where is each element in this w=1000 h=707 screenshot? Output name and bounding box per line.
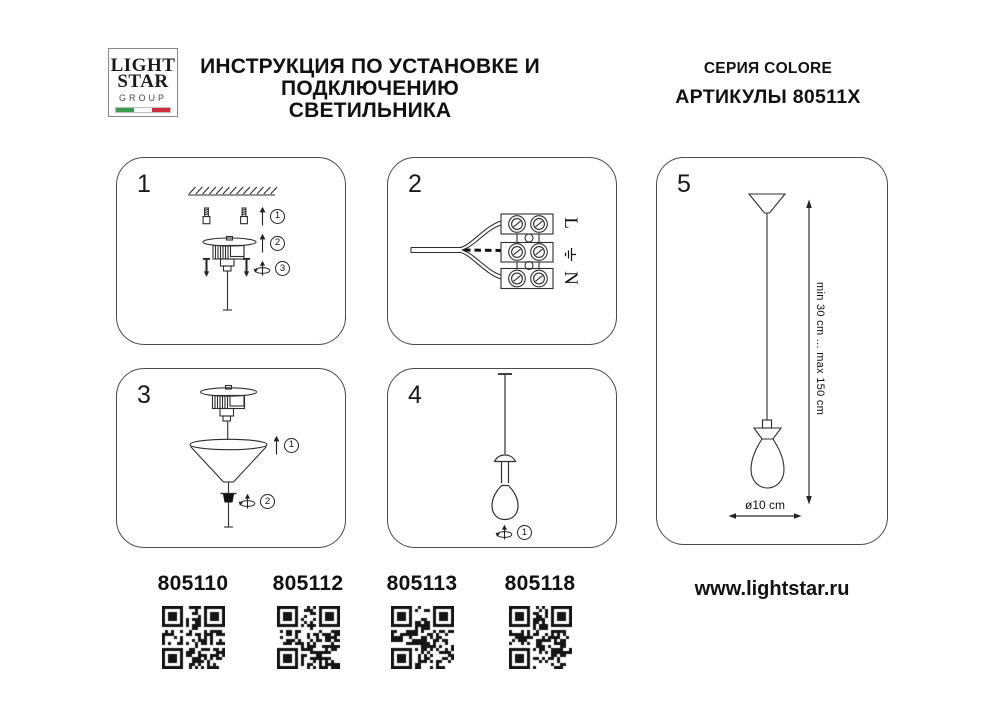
step-marker — [253, 260, 290, 277]
logo-line1: LIGHT — [110, 55, 176, 76]
articles-label: АРТИКУЛЫ 80511X — [675, 86, 861, 108]
terminal-label-live: L — [560, 217, 581, 229]
qr-code — [509, 606, 572, 669]
step-number: 3 — [137, 381, 151, 409]
step-marker — [495, 524, 532, 541]
canopy-icon — [201, 386, 257, 441]
rotate-icon — [253, 260, 272, 277]
article-code: 805118 — [504, 572, 576, 595]
ceiling-hatch-icon — [188, 187, 277, 195]
title-line2: ПОДКЛЮЧЕНИЮ СВЕТИЛЬНИКА — [281, 77, 459, 122]
article-code: 805113 — [386, 572, 458, 595]
ground-wire — [464, 250, 501, 251]
pendant-lamp-icon — [749, 194, 785, 488]
wall-anchor-icon — [241, 208, 248, 224]
rotate-icon — [495, 524, 514, 541]
step-marker — [272, 435, 299, 455]
step-marker-number: 2 — [260, 494, 275, 509]
flag-white — [134, 108, 152, 112]
lightstar-logo — [108, 48, 178, 117]
step-number: 5 — [677, 170, 691, 198]
article-column — [148, 572, 238, 669]
qr-code — [277, 606, 340, 669]
flag-green — [116, 108, 134, 112]
step-marker — [258, 206, 285, 226]
qr-code — [162, 606, 225, 669]
wall-anchor-icon — [203, 208, 210, 224]
step-marker-number: 2 — [270, 236, 285, 251]
diameter-label: ø10 cm — [744, 498, 785, 512]
step-number: 1 — [137, 170, 151, 198]
screw-icon — [243, 258, 250, 277]
article-code: 805110 — [157, 572, 229, 595]
terminal-block-icon — [501, 214, 553, 289]
article-column — [263, 572, 353, 669]
step-number: 2 — [408, 170, 422, 198]
cone-shade-icon — [190, 439, 267, 482]
step-marker — [258, 233, 285, 253]
step-panel-5 — [656, 157, 888, 545]
arrow-up-icon — [272, 435, 281, 455]
arrow-up-icon — [258, 206, 267, 226]
title-line1: ИНСТРУКЦИЯ ПО УСТАНОВКЕ И — [200, 55, 540, 78]
article-column — [495, 572, 585, 669]
step-marker-number: 1 — [284, 438, 299, 453]
logo-line2: STAR — [117, 71, 169, 92]
step-panel-3 — [116, 368, 346, 548]
step-marker-number: 3 — [275, 261, 290, 276]
step-marker-number: 1 — [517, 525, 532, 540]
bulb-mounting-diagram — [388, 369, 616, 547]
lamp-socket-icon — [495, 455, 516, 483]
italian-flag-bar — [115, 107, 171, 113]
step-marker — [238, 493, 275, 510]
qr-code — [391, 606, 454, 669]
flag-red — [152, 108, 170, 112]
step-panel-4 — [387, 368, 617, 548]
wiring-diagram — [388, 158, 616, 344]
series-block — [640, 60, 896, 109]
bulb-icon — [751, 439, 784, 488]
cable-lock-icon — [223, 494, 234, 503]
bulb-icon — [492, 486, 518, 520]
pendant-lamp-diagram — [657, 158, 887, 544]
mounting-diagram — [117, 158, 345, 344]
article-column — [377, 572, 467, 669]
terminal-label-neutral: N — [560, 271, 581, 285]
website-url: www.lightstar.ru — [694, 578, 850, 600]
step-panel-1 — [116, 157, 346, 345]
logo-line3: GROUP — [118, 93, 167, 103]
rotate-icon — [238, 493, 257, 510]
article-code: 805112 — [272, 572, 344, 595]
shade-mounting-diagram — [117, 369, 345, 547]
step-panel-2 — [387, 157, 617, 345]
arrow-up-icon — [258, 233, 267, 253]
screw-icon — [203, 258, 210, 277]
height-range-label: min 30 cm ... max 150 cm — [814, 282, 826, 416]
earth-ground-icon — [560, 244, 580, 264]
series-label: СЕРИЯ COLORE — [703, 60, 833, 77]
step-marker-number: 1 — [270, 209, 285, 224]
step-number: 4 — [408, 381, 422, 409]
page-title — [200, 56, 540, 122]
